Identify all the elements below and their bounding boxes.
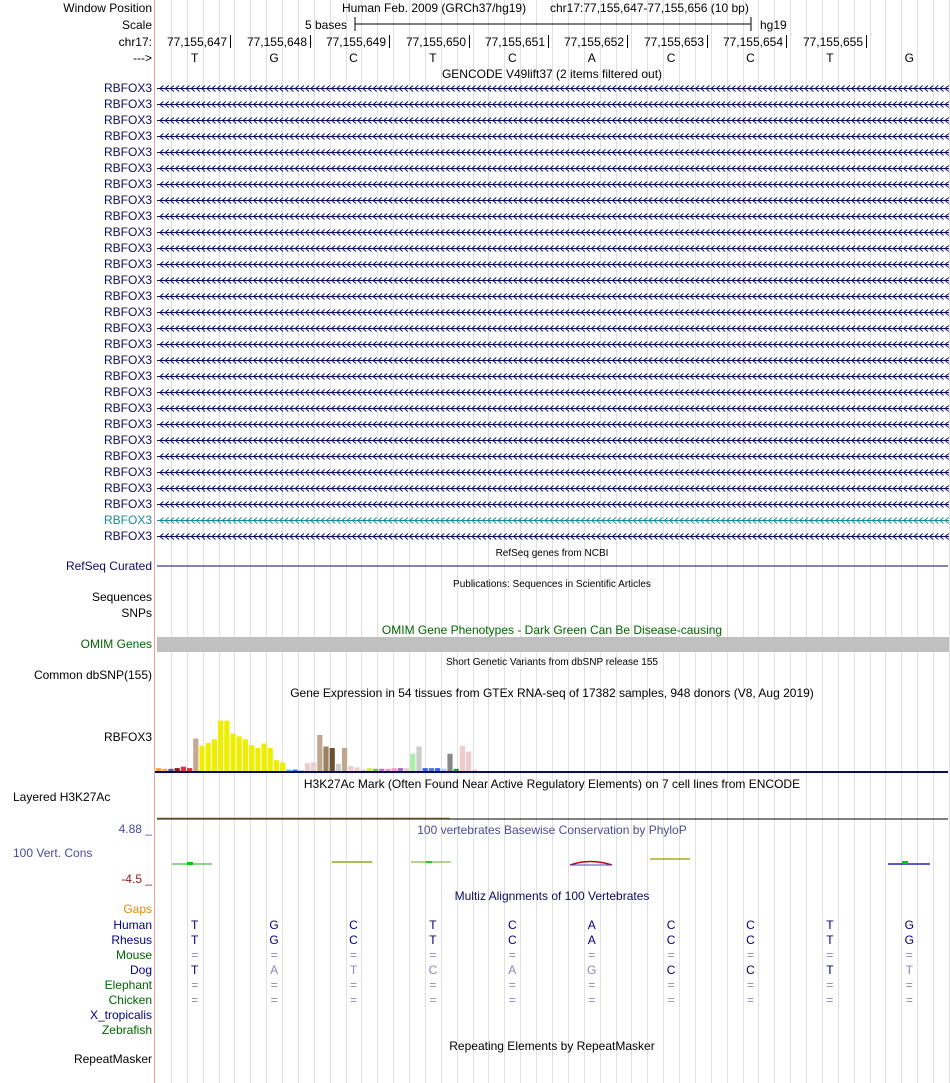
- alignment-base: =: [905, 978, 913, 992]
- species-label[interactable]: Rhesus: [111, 933, 152, 947]
- alignment-base: =: [349, 993, 358, 1007]
- gtex-bar: [162, 769, 167, 771]
- label-dbsnp[interactable]: Common dbSNP(155): [33, 668, 152, 682]
- gtex-bar: [385, 769, 390, 771]
- gtex-bar: [317, 735, 322, 771]
- gtex-bar: [398, 768, 403, 771]
- alignment-base: =: [588, 978, 596, 992]
- gene-row[interactable]: [157, 502, 949, 508]
- scale-label: 5 bases: [305, 18, 348, 32]
- alignment-base: =: [508, 948, 516, 962]
- alignment-base: G: [904, 933, 914, 947]
- gene-label[interactable]: RBFOX3: [103, 161, 152, 175]
- gene-row[interactable]: [157, 118, 949, 124]
- gene-row[interactable]: [157, 326, 949, 332]
- gtex-bar: [255, 748, 260, 771]
- gtex-bar: [435, 768, 440, 771]
- gtex-bar: [429, 768, 434, 771]
- label-cons[interactable]: 100 Vert. Cons: [13, 846, 93, 860]
- gene-row[interactable]: [157, 166, 949, 172]
- gtex-bar: [280, 762, 285, 771]
- alignment-base: T: [905, 963, 913, 977]
- gtex-bar: [472, 770, 477, 771]
- omim-track[interactable]: [157, 637, 949, 652]
- alignment-base: A: [587, 933, 596, 947]
- gene-label[interactable]: RBFOX3: [103, 321, 152, 335]
- label-h3k27ac[interactable]: Layered H3K27Ac: [13, 790, 111, 804]
- base-position-ruler[interactable]: [167, 35, 867, 49]
- gtex-bar: [410, 754, 415, 771]
- gtex-bar: [392, 768, 397, 771]
- publications-title: Publications: Sequences in Scientific Articles: [453, 579, 651, 590]
- gtex-bar: [292, 770, 297, 771]
- gene-row[interactable]: [157, 470, 949, 476]
- label-cons-max: 4.88 _: [118, 822, 152, 836]
- label-strand: --->: [133, 51, 152, 65]
- gene-row[interactable]: [157, 214, 949, 220]
- alignment-base: C: [746, 963, 755, 977]
- gtex-bar: [175, 768, 180, 771]
- gene-row[interactable]: [157, 134, 949, 140]
- gencode-title: GENCODE V49lift37 (2 items filtered out): [441, 67, 663, 81]
- gene-label[interactable]: RBFOX3: [103, 193, 152, 207]
- gene-label[interactable]: RBFOX3: [103, 129, 152, 143]
- repeatmasker-title: Repeating Elements by RepeatMasker: [449, 1039, 655, 1053]
- alignment-base: A: [587, 918, 596, 932]
- alignment-base: C: [666, 918, 676, 932]
- gtex-bar: [354, 767, 359, 771]
- gene-row[interactable]: [157, 102, 949, 108]
- gene-row[interactable]: [157, 310, 949, 316]
- gene-label[interactable]: RBFOX3: [103, 465, 152, 479]
- gtex-bar: [348, 766, 353, 771]
- gene-row[interactable]: [157, 198, 949, 204]
- alignment-base: =: [349, 948, 358, 962]
- gtex-bar: [323, 747, 328, 772]
- alignment-base: C: [746, 918, 755, 932]
- gene-row[interactable]: [157, 358, 949, 364]
- gene-label[interactable]: RBFOX3: [103, 353, 152, 367]
- alignment-base: =: [270, 978, 278, 992]
- gtex-bar: [441, 769, 446, 771]
- base-letter: C: [507, 51, 517, 65]
- coord-label: 77,155,654: [722, 35, 783, 49]
- alignment-base: T: [191, 918, 199, 932]
- gene-row[interactable]: [157, 230, 949, 236]
- gene-row[interactable]: [157, 534, 949, 540]
- label-snps[interactable]: SNPs: [121, 606, 152, 620]
- alignment-base: =: [826, 978, 834, 992]
- alignment-base: G: [269, 933, 279, 947]
- alignment-base: =: [508, 993, 516, 1007]
- gene-label[interactable]: RBFOX3: [103, 513, 152, 527]
- alignment-base: C: [746, 933, 755, 947]
- gtex-bar: [237, 736, 242, 771]
- gene-row[interactable]: [157, 518, 949, 524]
- h3k27ac-title: H3K27Ac Mark (Often Found Near Active Regulatory Elements) on 7 cell lines from ENCODE: [303, 777, 801, 791]
- gtex-bar: [460, 746, 465, 771]
- gene-row[interactable]: [157, 422, 949, 428]
- gtex-bar: [187, 768, 192, 771]
- refseq-title: RefSeq genes from NCBI: [495, 548, 609, 559]
- gene-label[interactable]: RBFOX3: [103, 401, 152, 415]
- phylop-peak-1: [187, 862, 193, 865]
- label-scale: Scale: [121, 18, 152, 32]
- gene-row[interactable]: [157, 374, 949, 380]
- gene-row[interactable]: [157, 438, 949, 444]
- alignment-base: A: [508, 963, 517, 977]
- alignment-base: =: [746, 993, 755, 1007]
- gene-label[interactable]: RBFOX3: [103, 225, 152, 239]
- base-letter: T: [191, 51, 199, 65]
- gene-row[interactable]: [157, 150, 949, 156]
- gene-label[interactable]: RBFOX3: [103, 289, 152, 303]
- phylop-title: 100 vertebrates Basewise Conservation by PhyloP: [417, 823, 687, 837]
- alignment-base: C: [666, 963, 676, 977]
- gtex-bar: [299, 770, 304, 771]
- alignment-base: A: [270, 963, 279, 977]
- label-sequences[interactable]: Sequences: [91, 590, 152, 604]
- gene-row[interactable]: [157, 246, 949, 252]
- alignment-base: =: [588, 948, 596, 962]
- gtex-bar: [379, 769, 384, 771]
- alignment-base: =: [270, 993, 278, 1007]
- gtex-bar: [274, 760, 279, 771]
- coord-label: 77,155,650: [405, 35, 466, 49]
- alignment-base: T: [349, 963, 358, 977]
- coord-label: 77,155,649: [325, 35, 386, 49]
- gtex-bar: [330, 748, 335, 771]
- gene-label[interactable]: RBFOX3: [103, 273, 152, 287]
- gene-label[interactable]: RBFOX3: [103, 113, 152, 127]
- species-label[interactable]: Dog: [129, 963, 152, 977]
- gtex-bar: [181, 767, 186, 771]
- gtex-bar: [168, 769, 173, 771]
- gene-label[interactable]: RBFOX3: [103, 305, 152, 319]
- gtex-bar: [373, 769, 378, 771]
- gtex-bar: [268, 748, 273, 771]
- gtex-bar: [342, 748, 347, 771]
- alignment-base: =: [667, 978, 675, 992]
- gtex-track[interactable]: [156, 721, 477, 771]
- gene-row[interactable]: [157, 454, 949, 460]
- gene-label[interactable]: RBFOX3: [103, 97, 152, 111]
- alignment-base: =: [508, 978, 516, 992]
- label-cons-min: -4.5 _: [121, 872, 152, 886]
- gtex-bar: [305, 763, 310, 771]
- label-omim[interactable]: OMIM Genes: [80, 637, 152, 651]
- alignment-base: =: [270, 948, 278, 962]
- phylop-peak-10: [902, 861, 908, 864]
- gene-label[interactable]: RBFOX3: [103, 497, 152, 511]
- alignment-base: =: [826, 948, 834, 962]
- gtex-bar: [286, 770, 291, 771]
- gene-label[interactable]: RBFOX3: [103, 433, 152, 447]
- label-chrom: chr17:: [118, 35, 152, 49]
- alignment-base: =: [746, 978, 755, 992]
- gene-label[interactable]: RBFOX3: [103, 241, 152, 255]
- gtex-bar: [416, 747, 421, 772]
- alignment-base: =: [191, 948, 199, 962]
- gtex-bar: [367, 768, 372, 771]
- gtex-bar: [243, 739, 248, 771]
- alignment-base: G: [269, 918, 279, 932]
- base-letter: T: [826, 51, 834, 65]
- alignment-base: T: [429, 933, 437, 947]
- label-repeatmasker[interactable]: RepeatMasker: [73, 1052, 152, 1066]
- gtex-bar: [206, 743, 211, 771]
- gene-label[interactable]: RBFOX3: [103, 449, 152, 463]
- gtex-bar: [249, 745, 254, 771]
- alignment-base: T: [191, 933, 199, 947]
- gene-label[interactable]: RBFOX3: [103, 529, 152, 543]
- alignment-base: =: [429, 948, 437, 962]
- gene-label[interactable]: RBFOX3: [103, 257, 152, 271]
- base-letter: A: [587, 51, 596, 65]
- alignment-base: G: [587, 963, 597, 977]
- alignment-base: C: [349, 918, 358, 932]
- label-window-position: Window Position: [63, 1, 152, 15]
- alignment-base: G: [904, 918, 914, 932]
- gene-label[interactable]: RBFOX3: [103, 369, 152, 383]
- alignment-base: =: [191, 978, 199, 992]
- species-label[interactable]: Chicken: [108, 993, 152, 1007]
- gtex-bar: [212, 739, 217, 771]
- base-letter: G: [904, 51, 914, 65]
- gene-row[interactable]: [157, 182, 949, 188]
- gtex-title: Gene Expression in 54 tissues from GTEx RNA-seq of 17382 samples, 948 donors (V8, Aug 2019): [290, 686, 814, 700]
- assembly-title: Human Feb. 2009 (GRCh37/hg19): [342, 1, 527, 15]
- alignment-base: =: [429, 993, 437, 1007]
- alignment-base: =: [905, 948, 913, 962]
- coord-label: 77,155,653: [643, 35, 704, 49]
- alignment-base: T: [826, 918, 834, 932]
- alignment-base: T: [429, 918, 437, 932]
- coord-label: 77,155,651: [484, 35, 545, 49]
- gtex-bar: [336, 764, 341, 771]
- gene-label[interactable]: RBFOX3: [103, 209, 152, 223]
- multiz-title: Multiz Alignments of 100 Vertebrates: [454, 889, 650, 903]
- alignment-base: C: [507, 918, 517, 932]
- gene-row[interactable]: [157, 86, 949, 92]
- gtex-bar: [311, 762, 316, 771]
- alignment-base: T: [191, 963, 199, 977]
- coord-label: 77,155,655: [802, 35, 863, 49]
- gene-label[interactable]: RBFOX3: [103, 481, 152, 495]
- gtex-bar: [218, 721, 223, 771]
- coord-label: 77,155,648: [246, 35, 307, 49]
- gtex-bar: [224, 721, 229, 771]
- omim-title: OMIM Gene Phenotypes - Dark Green Can Be Disease-causing: [381, 623, 723, 637]
- phylop-track[interactable]: [172, 859, 930, 865]
- gene-row[interactable]: [157, 390, 949, 396]
- coord-label: 77,155,652: [563, 35, 624, 49]
- alignment-base: C: [507, 933, 517, 947]
- species-label[interactable]: Zebrafish: [101, 1023, 152, 1037]
- gene-row[interactable]: [157, 278, 949, 284]
- phylop-mark-6: [570, 862, 612, 866]
- gene-label[interactable]: RBFOX3: [103, 337, 152, 351]
- gtex-bar: [404, 768, 409, 771]
- alignment-base: T: [826, 963, 834, 977]
- alignment-base: =: [667, 948, 675, 962]
- gtex-bar: [466, 752, 471, 771]
- gtex-bar: [156, 768, 161, 771]
- alignment-base: =: [667, 993, 675, 1007]
- phylop-peak-4: [426, 861, 432, 863]
- base-letter: C: [349, 51, 358, 65]
- species-label[interactable]: Human: [113, 918, 152, 932]
- gene-label[interactable]: RBFOX3: [103, 417, 152, 431]
- alignment-base: =: [826, 993, 834, 1007]
- alignment-base: C: [666, 933, 676, 947]
- alignment-base: =: [588, 993, 596, 1007]
- species-label[interactable]: X_tropicalis: [89, 1008, 152, 1022]
- gene-label[interactable]: RBFOX3: [103, 81, 152, 95]
- alignment-base: =: [905, 993, 913, 1007]
- alignment-base: =: [349, 978, 358, 992]
- gtex-bar: [423, 768, 428, 771]
- gtex-bar: [230, 734, 235, 771]
- gtex-bar: [447, 754, 452, 771]
- species-label[interactable]: Elephant: [104, 978, 152, 992]
- gene-row[interactable]: [157, 486, 949, 492]
- gene-label[interactable]: RBFOX3: [103, 385, 152, 399]
- label-gtex[interactable]: RBFOX3: [103, 730, 152, 744]
- label-refseq[interactable]: RefSeq Curated: [65, 559, 152, 573]
- species-label[interactable]: Mouse: [115, 948, 152, 962]
- coord-label: 77,155,647: [166, 35, 227, 49]
- base-letter: C: [746, 51, 755, 65]
- gene-row[interactable]: [157, 262, 949, 268]
- alignment-base: C: [349, 933, 358, 947]
- gene-row[interactable]: [157, 342, 949, 348]
- alignment-base: T: [826, 933, 834, 947]
- gtex-bar: [361, 770, 366, 771]
- gene-label[interactable]: RBFOX3: [103, 177, 152, 191]
- alignment-base: =: [746, 948, 755, 962]
- gtex-bar: [261, 744, 266, 771]
- gtex-bar: [199, 746, 204, 771]
- scale-db: hg19: [760, 18, 787, 32]
- dbsnp-title: Short Genetic Variants from dbSNP release 155: [446, 657, 658, 668]
- alignment-base: =: [429, 978, 437, 992]
- alignment-base: =: [191, 993, 199, 1007]
- label-gaps[interactable]: Gaps: [123, 902, 152, 916]
- gtex-bar: [454, 769, 459, 771]
- base-letter: T: [429, 51, 437, 65]
- gene-label[interactable]: RBFOX3: [103, 145, 152, 159]
- gene-row[interactable]: [157, 294, 949, 300]
- base-letter: C: [666, 51, 676, 65]
- gene-row[interactable]: [157, 406, 949, 412]
- alignment-base: C: [428, 963, 438, 977]
- base-letter: G: [269, 51, 279, 65]
- position-title: chr17:77,155,647-77,155,656 (10 bp): [550, 1, 749, 15]
- gtex-bar: [193, 739, 198, 771]
